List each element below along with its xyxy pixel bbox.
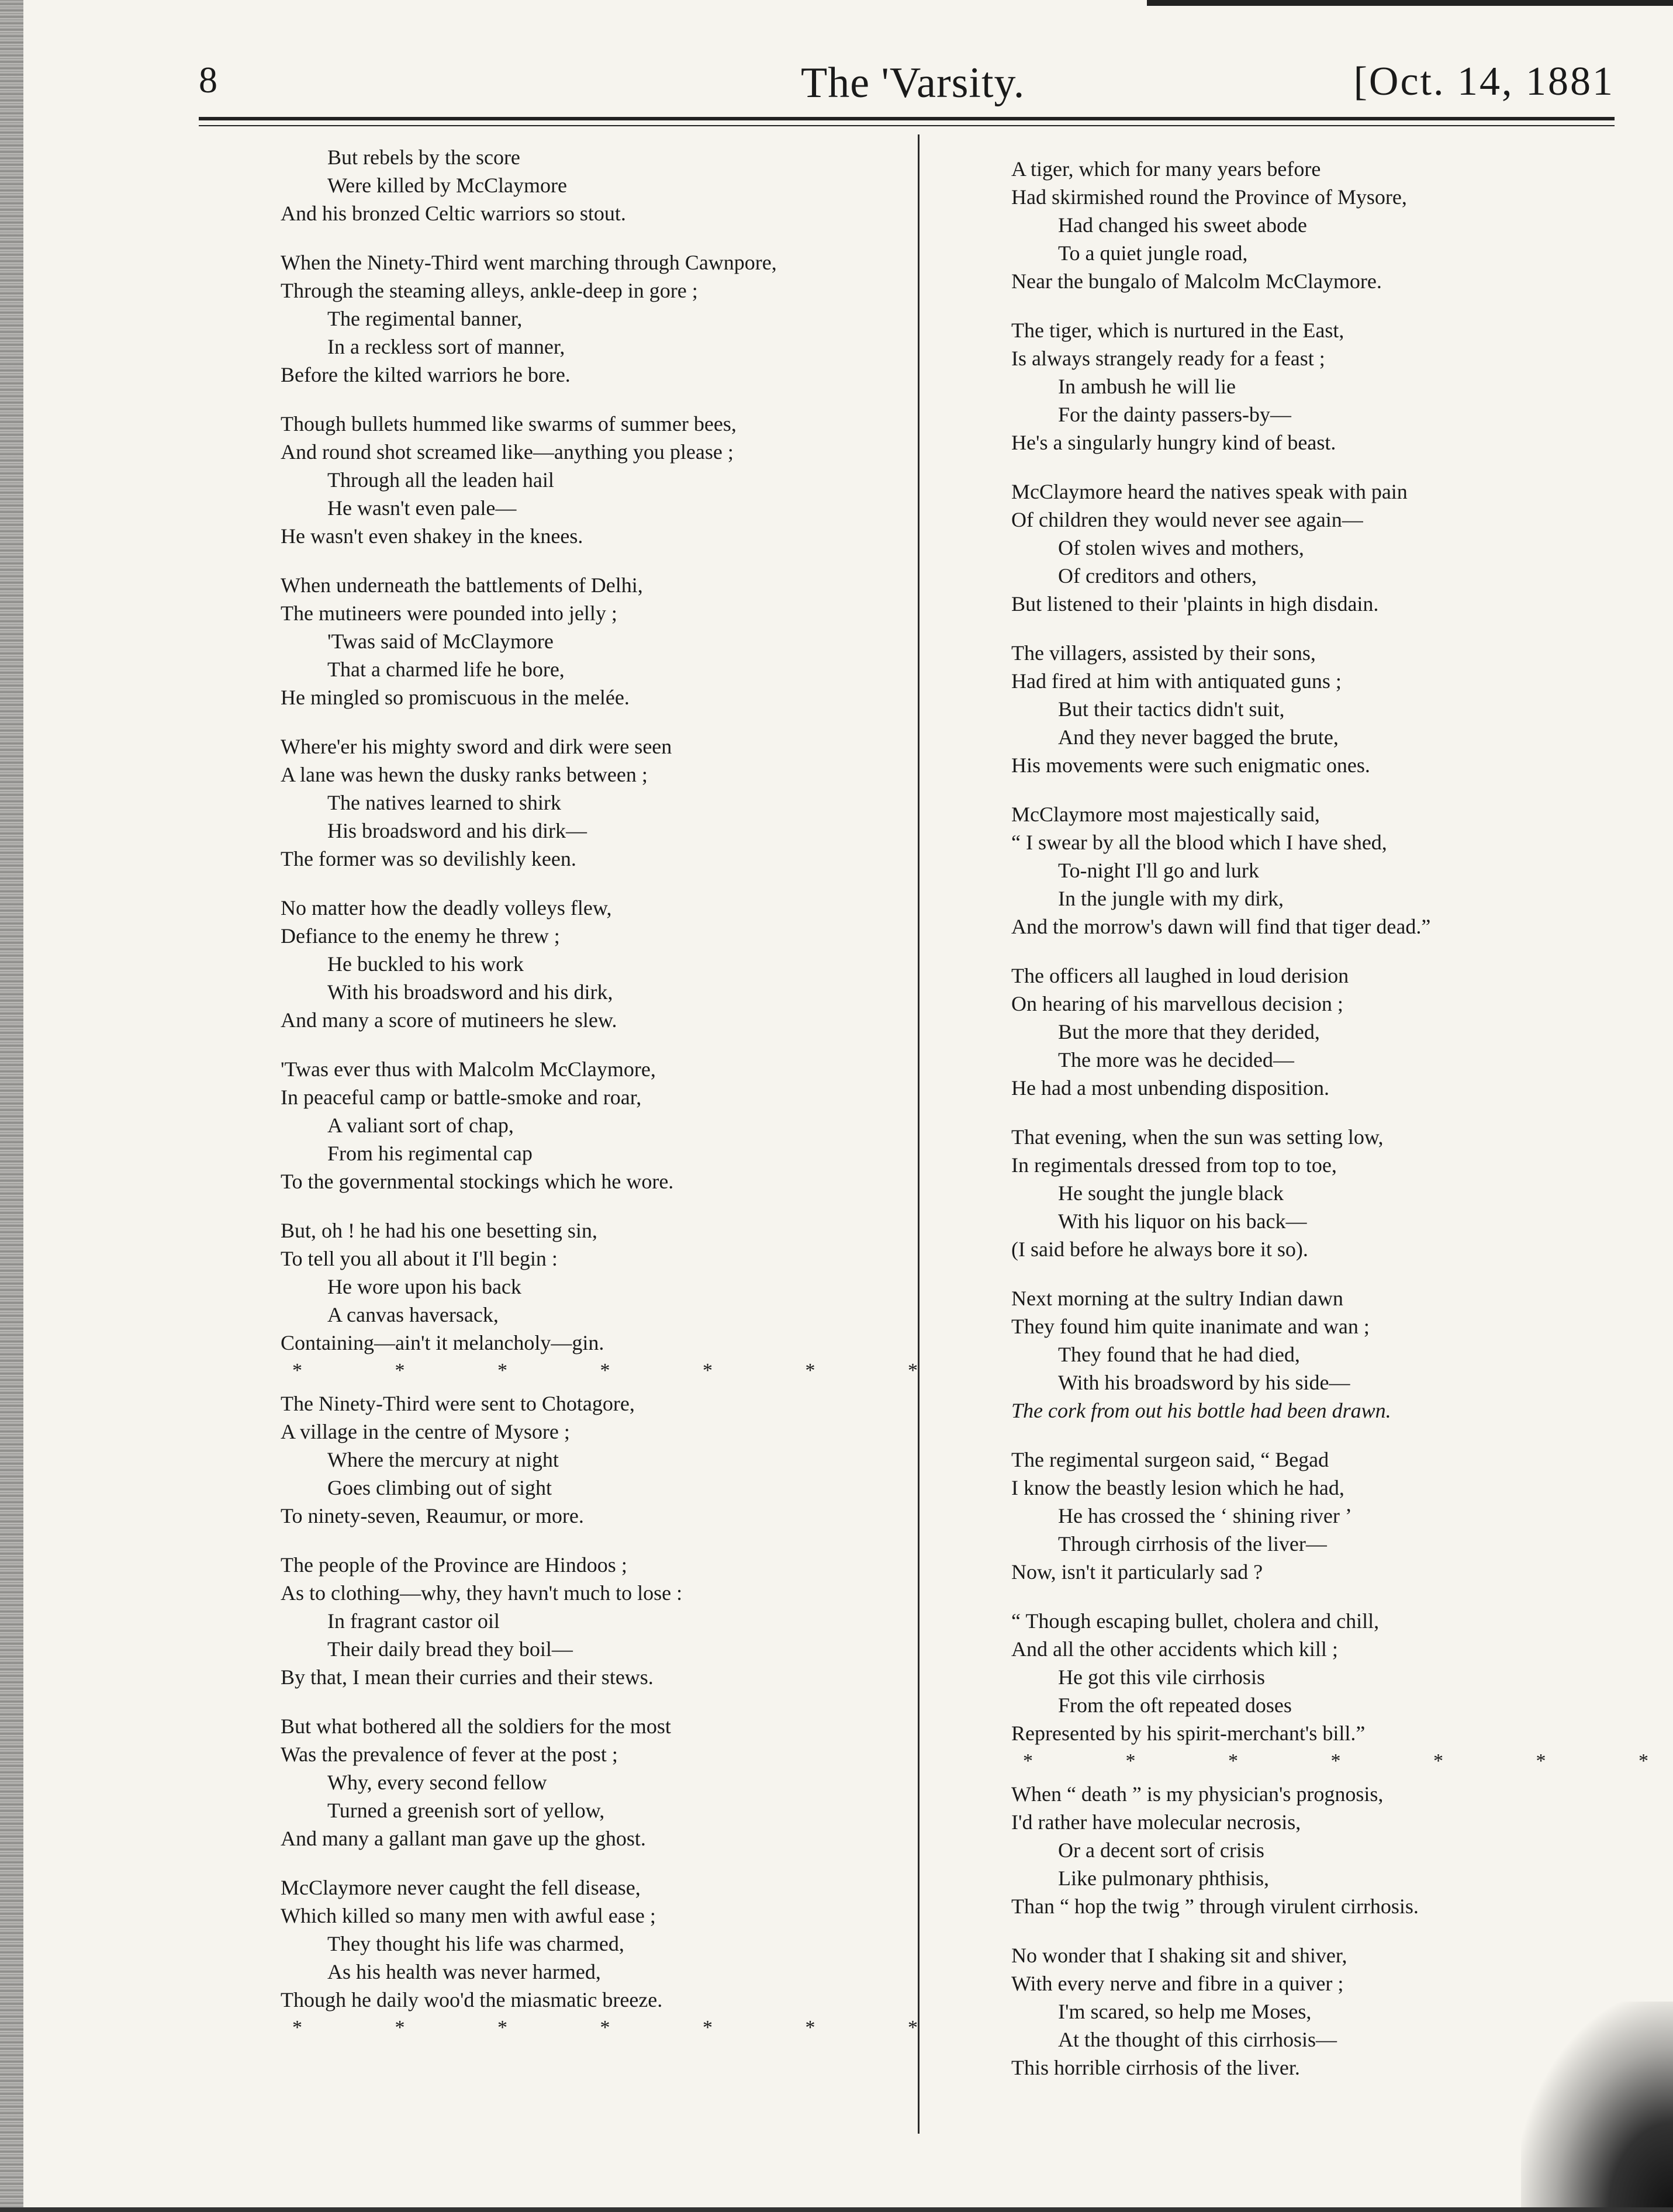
- poem-stanza: [1011, 478, 1631, 618]
- poem-line: Had fired at him with antiquated guns ;: [1011, 669, 1342, 693]
- poem-line: In ambush he will lie: [1058, 375, 1236, 398]
- poem-line: But, oh ! he had his one besetting sin,: [281, 1219, 597, 1242]
- header-rule-thick: [199, 117, 1615, 120]
- poem-stanza: [281, 571, 912, 711]
- poem-line: I'd rather have molecular necrosis,: [1011, 1810, 1301, 1834]
- poem-line: Of stolen wives and mothers,: [1058, 536, 1304, 559]
- poem-line: He mingled so promiscuous in the melée.: [281, 686, 630, 709]
- poem-line: 'Twas said of McClaymore: [327, 630, 554, 653]
- poem-line: He had a most unbending disposition.: [1011, 1076, 1329, 1100]
- poem-line: Though bullets hummed like swarms of summer bees,: [281, 412, 737, 436]
- poem-line: In a reckless sort of manner,: [327, 335, 565, 358]
- poem-stanza: [1011, 1446, 1631, 1586]
- poem-line: That evening, when the sun was setting low,: [1011, 1125, 1384, 1149]
- poem-line: The tiger, which is nurtured in the East,: [1011, 319, 1344, 342]
- poem-line: In peaceful camp or battle-smoke and roar,: [281, 1086, 642, 1109]
- poem-line: When the Ninety-Third went marching through Cawnpore,: [281, 251, 777, 274]
- section-break-asterisks: * * * * * * *: [292, 1360, 918, 1381]
- poem-stanza: [281, 410, 912, 550]
- right-column: [1011, 155, 1648, 2103]
- poem-line: But listened to their 'plaints in high disdain.: [1011, 592, 1379, 616]
- poem-line: He got this vile cirrhosis: [1058, 1665, 1265, 1689]
- poem-line: This horrible cirrhosis of the liver.: [1011, 2056, 1300, 2079]
- scan-edge-left: [0, 0, 23, 2212]
- poem-line: I know the beastly lesion which he had,: [1011, 1476, 1344, 1499]
- poem-line: When “ death ” is my physician's prognosis,: [1011, 1782, 1384, 1806]
- poem-line: To tell you all about it I'll begin :: [281, 1247, 558, 1270]
- poem-line: Their daily bread they boil—: [327, 1637, 573, 1661]
- poem-stanza: [281, 1551, 912, 1691]
- poem-line: Were killed by McClaymore: [327, 174, 567, 197]
- poem-line: He sought the jungle black: [1058, 1181, 1284, 1205]
- poem-stanza: [1011, 1780, 1631, 1920]
- poem-line: Or a decent sort of crisis: [1058, 1838, 1264, 1862]
- poem-line: The regimental banner,: [327, 307, 523, 330]
- poem-line: From his regimental cap: [327, 1142, 533, 1165]
- poem-line: Where'er his mighty sword and dirk were seen: [281, 735, 672, 758]
- poem-line: For the dainty passers-by—: [1058, 403, 1291, 426]
- poem-line: McClaymore heard the natives speak with pain: [1011, 480, 1408, 503]
- poem-stanza: [1011, 1284, 1631, 1425]
- poem-line: The officers all laughed in loud derision: [1011, 964, 1349, 987]
- poem-line: Which killed so many men with awful ease ;: [281, 1904, 656, 1927]
- poem-line: But the more that they derided,: [1058, 1020, 1320, 1043]
- poem-line: They found that he had died,: [1058, 1343, 1300, 1366]
- poem-line: But their tactics didn't suit,: [1058, 697, 1285, 721]
- poem-line: His movements were such enigmatic ones.: [1011, 754, 1370, 777]
- poem-stanza: [1011, 155, 1631, 295]
- poem-line: With his broadsword by his side—: [1058, 1371, 1350, 1394]
- poem-line: And many a gallant man gave up the ghost.: [281, 1827, 646, 1850]
- poem-line: With his liquor on his back—: [1058, 1209, 1307, 1233]
- poem-stanza: [281, 1874, 912, 2014]
- poem-line: A village in the centre of Mysore ;: [281, 1420, 570, 1443]
- running-title: The 'Varsity.: [801, 59, 1025, 107]
- poem-line: By that, I mean their curries and their stews.: [281, 1665, 654, 1689]
- poem-line: On hearing of his marvellous decision ;: [1011, 992, 1343, 1015]
- poem-line: Through all the leaden hail: [327, 468, 554, 492]
- poem-line: No matter how the deadly volleys flew,: [281, 896, 612, 920]
- poem-stanza: [281, 143, 912, 227]
- poem-line: In fragrant castor oil: [327, 1609, 500, 1633]
- poem-line: But what bothered all the soldiers for the most: [281, 1715, 671, 1738]
- poem-line: With his broadsword and his dirk,: [327, 980, 613, 1004]
- poem-stanza: [281, 1055, 912, 1195]
- poem-line: The people of the Province are Hindoos ;: [281, 1553, 627, 1577]
- poem-line: In regimentals dressed from top to toe,: [1011, 1153, 1337, 1177]
- poem-stanza: [1011, 1123, 1631, 1263]
- poem-stanza: [1011, 800, 1631, 941]
- poem-stanza: [281, 894, 912, 1034]
- page-number: 8: [199, 59, 217, 101]
- poem-line: The Ninety-Third were sent to Chotagore,: [281, 1392, 635, 1415]
- poem-line: No wonder that I shaking sit and shiver,: [1011, 1944, 1347, 1967]
- poem-line: At the thought of this cirrhosis—: [1058, 2028, 1337, 2051]
- poem-line: Near the bungalo of Malcolm McClaymore.: [1011, 269, 1382, 293]
- poem-line: Like pulmonary phthisis,: [1058, 1867, 1269, 1890]
- poem-line: (I said before he always bore it so).: [1011, 1238, 1308, 1261]
- scan-edge-bottom: [0, 2207, 1673, 2212]
- poem-line: He wasn't even shakey in the knees.: [281, 524, 583, 548]
- poem-line: Is always strangely ready for a feast ;: [1011, 347, 1325, 370]
- poem-line: Defiance to the enemy he threw ;: [281, 924, 560, 948]
- poem-line: Of creditors and others,: [1058, 564, 1257, 587]
- poem-line: Why, every second fellow: [327, 1771, 547, 1794]
- poem-stanza: [281, 732, 912, 873]
- poem-line: And all the other accidents which kill ;: [1011, 1637, 1338, 1661]
- poem-stanza: [281, 1390, 912, 1530]
- section-break-asterisks: * * * * * * *: [292, 2017, 918, 2038]
- poem-line: Was the prevalence of fever at the post ;: [281, 1743, 618, 1766]
- left-column: [281, 143, 918, 2047]
- poem-line: Goes climbing out of sight: [327, 1476, 552, 1499]
- poem-stanza: [281, 248, 912, 389]
- poem-stanza: [1011, 639, 1631, 779]
- poem-line: Before the kilted warriors he bore.: [281, 363, 571, 386]
- poem-line: Had changed his sweet abode: [1058, 213, 1307, 237]
- poem-stanza: [281, 1216, 912, 1357]
- poem-line: The more was he decided—: [1058, 1048, 1294, 1072]
- poem-line: The villagers, assisted by their sons,: [1011, 641, 1316, 665]
- poem-line: Where the mercury at night: [327, 1448, 559, 1471]
- poem-line: A tiger, which for many years before: [1011, 157, 1321, 181]
- poem-line: In the jungle with my dirk,: [1058, 887, 1284, 910]
- poem-line: Through cirrhosis of the liver—: [1058, 1532, 1327, 1556]
- column-divider: [918, 134, 920, 2134]
- poem-line: Represented by his spirit-merchant's bill.”: [1011, 1722, 1366, 1745]
- scan-edge-top: [1147, 0, 1673, 6]
- page-header: [199, 58, 1615, 111]
- poem-stanza: [1011, 316, 1631, 457]
- poem-line: I'm scared, so help me Moses,: [1058, 2000, 1312, 2023]
- poem-line: To-night I'll go and lurk: [1058, 859, 1259, 882]
- poem-line: And the morrow's dawn will find that tiger dead.”: [1011, 915, 1431, 938]
- poem-line: 'Twas ever thus with Malcolm McClaymore,: [281, 1057, 656, 1081]
- poem-line: The cork from out his bottle had been drawn.: [1011, 1399, 1391, 1422]
- poem-line: Now, isn't it particularly sad ?: [1011, 1560, 1263, 1584]
- poem-line: He's a singularly hungry kind of beast.: [1011, 431, 1336, 454]
- poem-line: “ Though escaping bullet, cholera and chill,: [1011, 1609, 1380, 1633]
- poem-line: “ I swear by all the blood which I have shed,: [1011, 831, 1387, 854]
- poem-line: That a charmed life he bore,: [327, 658, 565, 681]
- poem-line: As to clothing—why, they havn't much to lose :: [281, 1581, 683, 1605]
- poem-line: Through the steaming alleys, ankle-deep in gore ;: [281, 279, 698, 302]
- poem-line: With every nerve and fibre in a quiver ;: [1011, 1972, 1344, 1995]
- poem-line: Than “ hop the twig ” through virulent cirrhosis.: [1011, 1895, 1419, 1918]
- poem-line: A valiant sort of chap,: [327, 1114, 514, 1137]
- issue-date: [Oct. 14, 1881: [1353, 59, 1615, 104]
- poem-line: He has crossed the ‘ shining river ’: [1058, 1504, 1352, 1527]
- poem-line: To the governmental stockings which he wore.: [281, 1170, 674, 1193]
- poem-line: A canvas haversack,: [327, 1303, 499, 1326]
- poem-line: Next morning at the sultry Indian dawn: [1011, 1287, 1343, 1310]
- poem-line: Though he daily woo'd the miasmatic breeze.: [281, 1988, 663, 2011]
- poem-line: The former was so devilishly keen.: [281, 847, 576, 870]
- poem-line: The natives learned to shirk: [327, 791, 561, 814]
- poem-stanza: [281, 1712, 912, 1852]
- poem-line: And round shot screamed like—anything you please ;: [281, 440, 734, 464]
- poem-stanza: [1011, 1607, 1631, 1747]
- poem-stanza: [1011, 1941, 1631, 2082]
- poem-line: To ninety-seven, Reaumur, or more.: [281, 1504, 584, 1527]
- section-break-asterisks: * * * * * * *: [1023, 1750, 1648, 1772]
- poem-line: To a quiet jungle road,: [1058, 241, 1248, 265]
- poem-line: They found him quite inanimate and wan ;: [1011, 1315, 1370, 1338]
- poem-line: McClaymore never caught the fell disease,: [281, 1876, 641, 1899]
- header-rule-thin: [199, 125, 1615, 126]
- poem-line: When underneath the battlements of Delhi,: [281, 573, 643, 597]
- poem-line: He buckled to his work: [327, 952, 524, 976]
- poem-line: His broadsword and his dirk—: [327, 819, 587, 842]
- poem-line: But rebels by the score: [327, 146, 520, 169]
- poem-line: And many a score of mutineers he slew.: [281, 1008, 617, 1032]
- poem-line: Had skirmished round the Province of Mysore,: [1011, 185, 1407, 209]
- poem-line: He wasn't even pale—: [327, 496, 517, 520]
- poem-stanza: [1011, 962, 1631, 1102]
- poem-line: The regimental surgeon said, “ Begad: [1011, 1448, 1329, 1471]
- poem-line: From the oft repeated doses: [1058, 1693, 1292, 1717]
- poem-line: Turned a greenish sort of yellow,: [327, 1799, 605, 1822]
- poem-line: The mutineers were pounded into jelly ;: [281, 602, 617, 625]
- poem-line: And they never bagged the brute,: [1058, 725, 1339, 749]
- poem-line: And his bronzed Celtic warriors so stout.: [281, 202, 626, 225]
- poem-line: He wore upon his back: [327, 1275, 521, 1298]
- poem-line: McClaymore most majestically said,: [1011, 803, 1320, 826]
- poem-line: They thought his life was charmed,: [327, 1932, 624, 1955]
- poem-line: Containing—ain't it melancholy—gin.: [281, 1331, 604, 1354]
- poem-line: Of children they would never see again—: [1011, 508, 1363, 531]
- poem-line: A lane was hewn the dusky ranks between ;: [281, 763, 648, 786]
- poem-line: As his health was never harmed,: [327, 1960, 601, 1983]
